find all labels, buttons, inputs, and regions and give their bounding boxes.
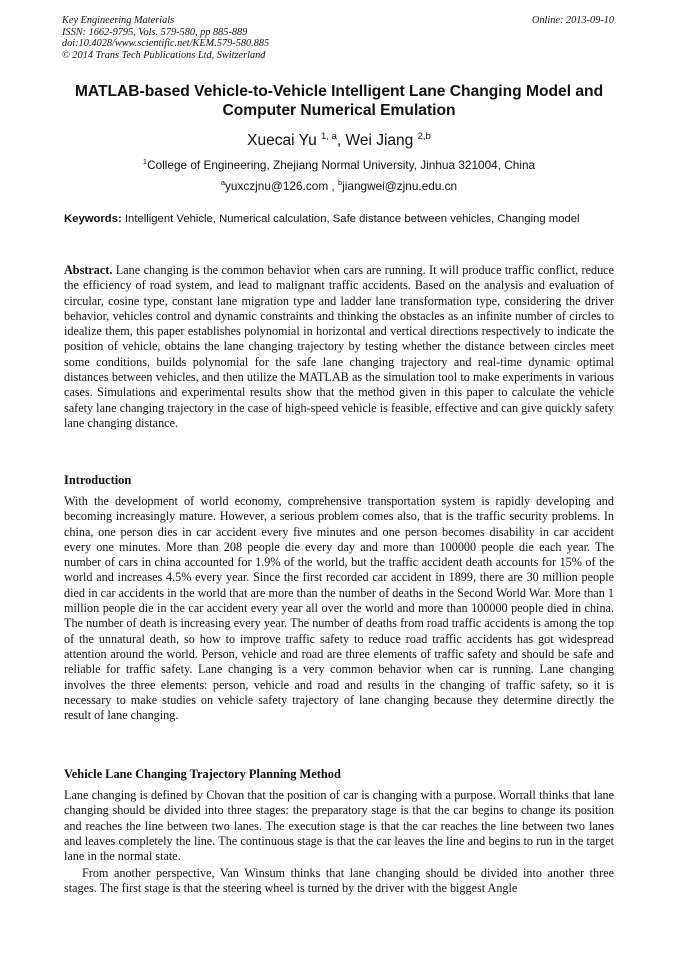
author-name: Wei Jiang xyxy=(345,132,414,150)
email-line xyxy=(0,178,678,193)
email-separator: , xyxy=(328,178,338,193)
abstract xyxy=(64,263,614,431)
author-superscript: 1, a xyxy=(321,131,337,142)
author-separator: , xyxy=(336,132,346,150)
author-name: Xuecai Yu xyxy=(247,132,317,150)
affiliation-text: College of Engineering, Zhejiang Normal University, Jinhua 321004, China xyxy=(147,157,536,172)
method-paragraph-1: Lane changing is defined by Chovan that the position of car is changing with a purpose. Worrall thinks that lane changing should be divided into three stages: the preparatory stage is that the car begins to change its position and reaches the line between two lanes. The execution stage is that the car reaches the line between two lanes and leaves completely the line. The continuous stage is that the car leaves the line and begins to run in the target lane in the normal state. xyxy=(64,788,614,864)
email-link[interactable]: jiangwei@zjnu.edu.cn xyxy=(342,178,458,193)
introduction-paragraph: With the development of world economy, comprehensive transportation system is rapidly developing and becoming increasingly mature. However, a serious problem comes also, that is the traffic security problems. In china, one person dies in car accident every five minutes and one person becomes disability in car accident every one minutes. More than 208 people die every day and more than 100000 people die each year. The number of cars in china accounted for 1.9% of the world, but the traffic accident death accounts for 15% of the world and increases 4.5% every year. Since the first recorded car accident in 1899, there are 30 million people died in car accidents in the world that are more than the number of deaths in the Second World War. More than 1 million people die in the car accident every year all over the world and more than 100000 people died in china. The number of death is increasing every year. The number of deaths from road traffic accidents is among the top of the unnatural death, so how to improve traffic safety to reduce road traffic accidents has got widespread attention around the world. Person, vehicle and road are three elements of traffic safety and should be safe and reliable for traffic safety. Lane changing is a very common behavior when car is running. Lane changing involves the three elements: person, vehicle and road and results in the changing of traffic safety, so it is necessary to make studies on vehicle safety trajectory of lane changing because they determine directly the result of lane changing. xyxy=(64,494,614,723)
doi-line[interactable]: doi:10.4028/www.scientific.net/KEM.579-580.885 xyxy=(62,38,270,49)
author-superscript: 2,b xyxy=(417,131,431,142)
author-line xyxy=(0,131,678,150)
affiliation xyxy=(0,157,678,172)
keywords xyxy=(64,212,614,227)
journal-header xyxy=(62,15,614,61)
email-link[interactable]: yuxczjnu@126.com xyxy=(225,178,329,193)
abstract-label: Abstract. xyxy=(64,263,113,277)
keywords-text: Intelligent Vehicle, Numerical calculation, Safe distance between vehicles, Changing model xyxy=(121,213,580,225)
method-heading: Vehicle Lane Changing Trajectory Planning Method xyxy=(64,767,341,781)
paper-title: MATLAB-based Vehicle-to-Vehicle Intelligent Lane Changing Model and Computer Numerical Emulation xyxy=(74,83,604,119)
abstract-text: Lane changing is the common behavior when cars are running. It will produce traffic conflict, reduce the efficiency of road system, and lead to malignant traffic accidents. Based on the analysis and evaluation of circular, cosine type, constant lane migration type and ladder lane transformation type, considering the driver behavior, vehicles control and dynamic constraints and thinking the obstacles as an infinite number of circles to idealize them, this paper establishes polynomial in horizontal and vertical directions respectively to indicate the position of vehicle, obtains the lane changing trajectory by testing whether the distance between circles meet some conditions, builds polynomial for the safe lane changing trajectory and real-time dynamic optimal distances between vehicles, and then utilize the MATLAB as the simulation tool to make experiments in various cases. Simulations and experimental results show that the method given in this paper to calculate the vehicle safety lane changing trajectory in the case of high-speed vehicle is feasible, effective and can give quickly safety lane changing distance. xyxy=(64,263,614,430)
issn-line: ISSN: 1662-9795, Vols. 579-580, pp 885-889 xyxy=(62,26,248,38)
journal-name: Key Engineering Materials xyxy=(62,15,175,26)
method-paragraph-2: From another perspective, Van Winsum thinks that lane changing should be divided into another three stages. The first stage is that the steering wheel is turned by the driver with the biggest Angle xyxy=(64,866,614,896)
email-superscript: a xyxy=(220,178,226,187)
affiliation-superscript: 1 xyxy=(142,157,148,166)
copyright-line: © 2014 Trans Tech Publications Ltd, Switzerland xyxy=(62,49,266,61)
keywords-label: Keywords: xyxy=(64,213,122,225)
online-date: Online: 2013-09-10 xyxy=(531,15,614,26)
email-superscript: b xyxy=(338,178,343,187)
introduction-heading: Introduction xyxy=(64,473,132,487)
